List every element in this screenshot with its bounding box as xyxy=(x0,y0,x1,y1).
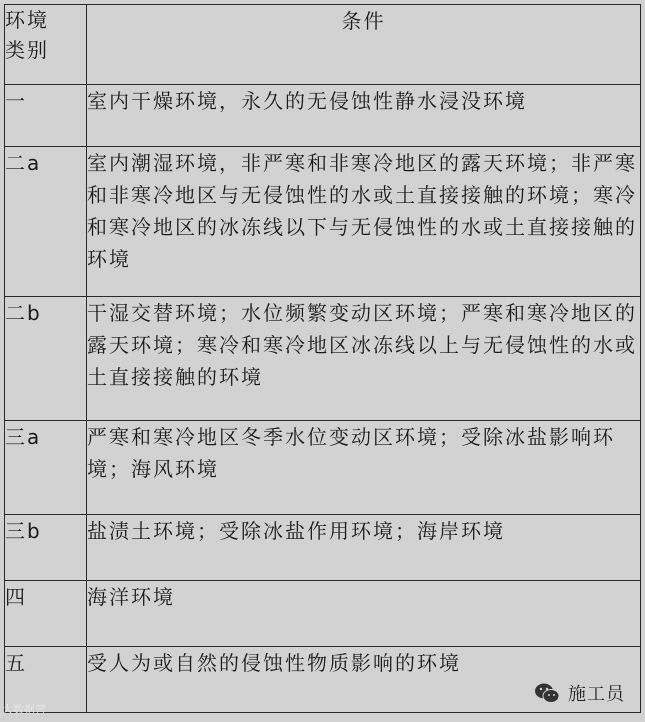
table-row xyxy=(5,147,641,297)
row-condition: 室内潮湿环境，非严寒和非寒冷地区的露天环境；非严寒和非寒冷地区与无侵蚀性的水或土直接接触的环境；寒冷和寒冷地区的冰冻线以下与无侵蚀性的水或土直接接触的环境 xyxy=(87,147,641,297)
environment-category-table xyxy=(4,4,641,713)
row-class-label: 一 xyxy=(5,85,87,147)
header-condition: 条件 xyxy=(87,5,641,85)
row-condition: 受人为或自然的侵蚀性物质影响的环境 xyxy=(87,647,641,713)
row-condition: 干湿交替环境；水位频繁变动区环境；严寒和寒冷地区的露天环境；寒冷和寒冷地区冰冻线以上与无侵蚀性的水或土直接接触的环境 xyxy=(87,297,641,421)
table-header-row xyxy=(5,5,641,85)
row-class-label: 三a xyxy=(5,421,87,515)
table-row xyxy=(5,297,641,421)
watermark-right-text: 施工员 xyxy=(568,684,625,705)
row-class-label: 三b xyxy=(5,515,87,581)
row-condition: 严寒和寒冷地区冬季水位变动区环境；受除冰盐影响环境；海风环境 xyxy=(87,421,641,515)
table-row xyxy=(5,421,641,515)
table-row xyxy=(5,515,641,581)
table-row xyxy=(5,581,641,647)
row-condition: 海洋环境 xyxy=(87,581,641,647)
row-class-label: 五 xyxy=(5,647,87,713)
table-row xyxy=(5,85,641,147)
watermark-right xyxy=(534,680,625,706)
row-condition: 室内干燥环境，永久的无侵蚀性静水浸没环境 xyxy=(87,85,641,147)
row-class-label: 二a xyxy=(5,147,87,297)
row-class-label: 四 xyxy=(5,581,87,647)
row-condition: 盐渍土环境；受除冰盐作用环境；海岸环境 xyxy=(87,515,641,581)
header-category: 环境类别 xyxy=(5,5,87,85)
row-class-label: 二b xyxy=(5,297,87,421)
watermark-left xyxy=(2,701,46,717)
watermark-left-text: 大数据营 xyxy=(2,703,46,716)
wechat-icon xyxy=(534,682,560,704)
